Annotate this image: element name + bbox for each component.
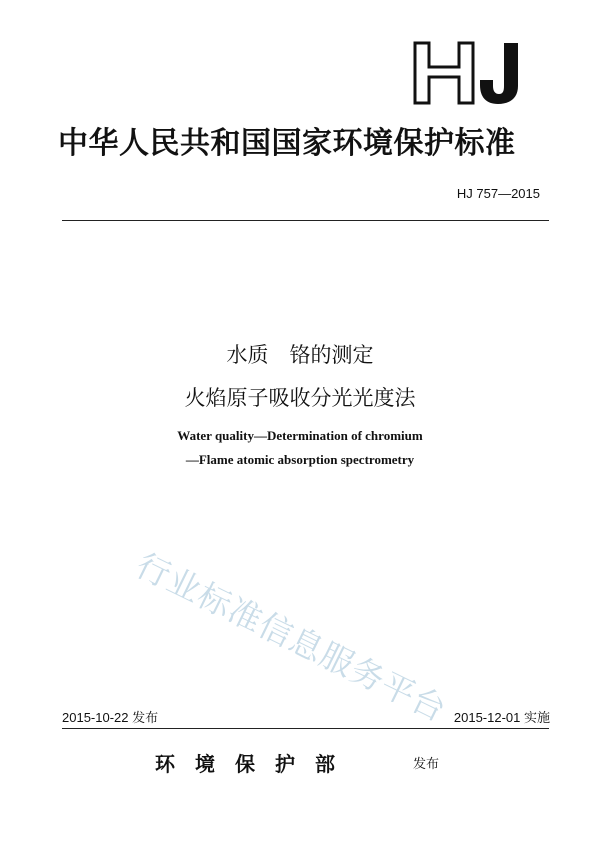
hj-logo (412, 40, 540, 106)
standard-number: HJ 757—2015 (456, 186, 540, 201)
watermark: 行业标准信息服务平台 (130, 545, 453, 730)
issue-date: 2015-10-22 发布 (62, 710, 159, 725)
implementation-date: 2015-12-01 实施 (453, 710, 550, 725)
issuing-authority-title: 中华人民共和国国家环境保护标准 (58, 126, 516, 161)
document-title-cn-line1: 水质 铬的测定 (226, 343, 374, 367)
document-title-en-line1: Water quality—Determination of chromium (177, 428, 423, 443)
publisher-suffix: 发布 (413, 757, 440, 772)
publisher: 环境保护部 (155, 752, 355, 776)
document-title-en-line2: —Flame atomic absorption spectrometry (185, 452, 415, 467)
top-divider (62, 220, 549, 221)
document-title-cn-line2: 火焰原子吸收分光光度法 (184, 386, 416, 410)
bottom-divider (62, 728, 549, 729)
